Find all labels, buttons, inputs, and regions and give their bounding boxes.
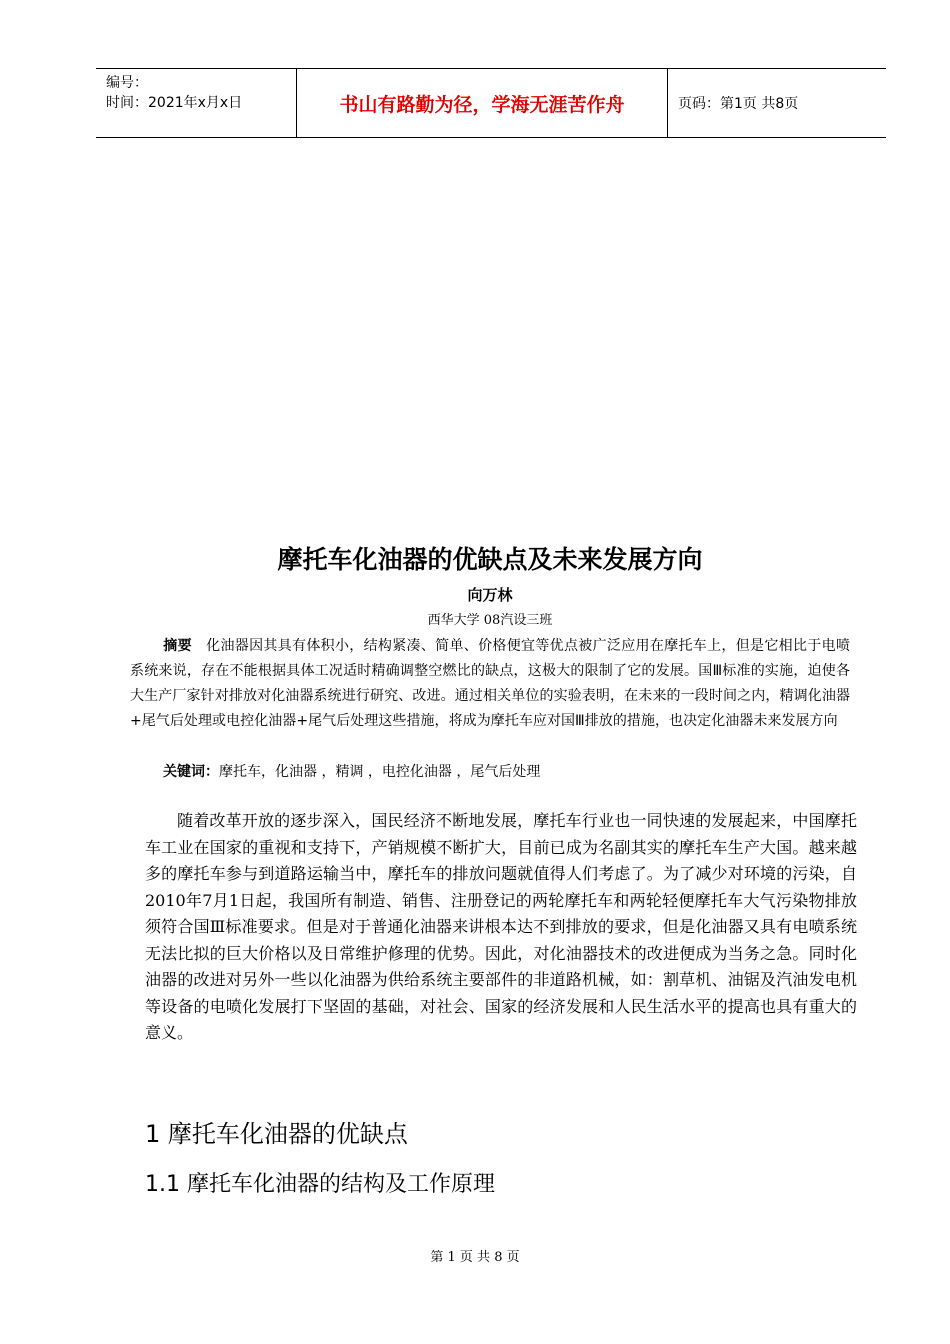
subsection-heading: 1.1 摩托车化油器的结构及工作原理 bbox=[145, 1172, 495, 1197]
author-name: 向万林 bbox=[467, 586, 513, 604]
abstract-text: 化油器因其具有体积小，结构紧凑、简单、价格便宜等优点被广泛应用在摩托车上，但是它相比于电喷系统来说，存在不能根据具体工况适时精确调整空燃比的缺点，这极大的限制了它的发展。国Ⅲ标准的实施，迫使各大生产厂家针对排放对化油器系统进行研究、改进。通过相关单位的实验表明，在未来的一段时间之内，精调化油器+尾气后处理或电控化油器+尾气后处理这些措施，将成为摩托车应对国Ⅲ排放的措施，也决定化油器未来发展方向 bbox=[130, 638, 850, 729]
abstract bbox=[130, 634, 850, 734]
body-paragraph: 随着改革开放的逐步深入，国民经济不断地发展，摩托车行业也一同快速的发展起来，中国摩托车工业在国家的重视和支持下，产销规模不断扩大，目前已成为名副其实的摩托车生产大国。越来越多的摩托车参与到道路运输当中，摩托车的排放问题就值得人们考虑了。为了减少对环境的污染，自2010年7月1日起，我国所有制造、销售、注册登记的两轮摩托车和两轮轻便摩托车大气污染物排放须符合国Ⅲ标准要求。但是对于普通化油器来讲根本达不到排放的要求，但是化油器又具有电喷系统无法比拟的巨大价格以及日常维护修理的优势。因此，对化油器技术的改进便成为当务之急。同时化油器的改进对另外一些以化油器为供给系统主要部件的非道路机械，如：割草机、油锯及汽油发电机等设备的电喷化发展打下坚固的基础，对社会、国家的经济发展和人民生活水平的提高也具有重大的意义。 bbox=[145, 811, 857, 1042]
header-motto: 书山有路勤为径，学海无涯苦作舟 bbox=[339, 93, 625, 116]
author-affiliation: 西华大学 08汽设三班 bbox=[427, 613, 553, 628]
abstract-label: 摘要 bbox=[163, 638, 192, 654]
page-header bbox=[96, 68, 886, 138]
number-label: 编号： bbox=[106, 75, 148, 91]
header-meta bbox=[106, 73, 242, 113]
keywords-text: 摩托车，化油器 ，精调 ，电控化油器 ，尾气后处理 bbox=[219, 764, 541, 780]
header-divider bbox=[667, 69, 668, 137]
keywords-label: 关键词： bbox=[163, 764, 219, 780]
keywords bbox=[163, 760, 853, 785]
time-label: 时间：2021年x月x日 bbox=[106, 95, 243, 111]
header-page-info: 页码：第1页 共8页 bbox=[678, 96, 799, 112]
section-heading: 1 摩托车化油器的优缺点 bbox=[145, 1120, 408, 1148]
document-title: 摩托车化油器的优缺点及未来发展方向 bbox=[277, 545, 703, 574]
page-footer: 第 1 页 共 8 页 bbox=[430, 1250, 520, 1265]
